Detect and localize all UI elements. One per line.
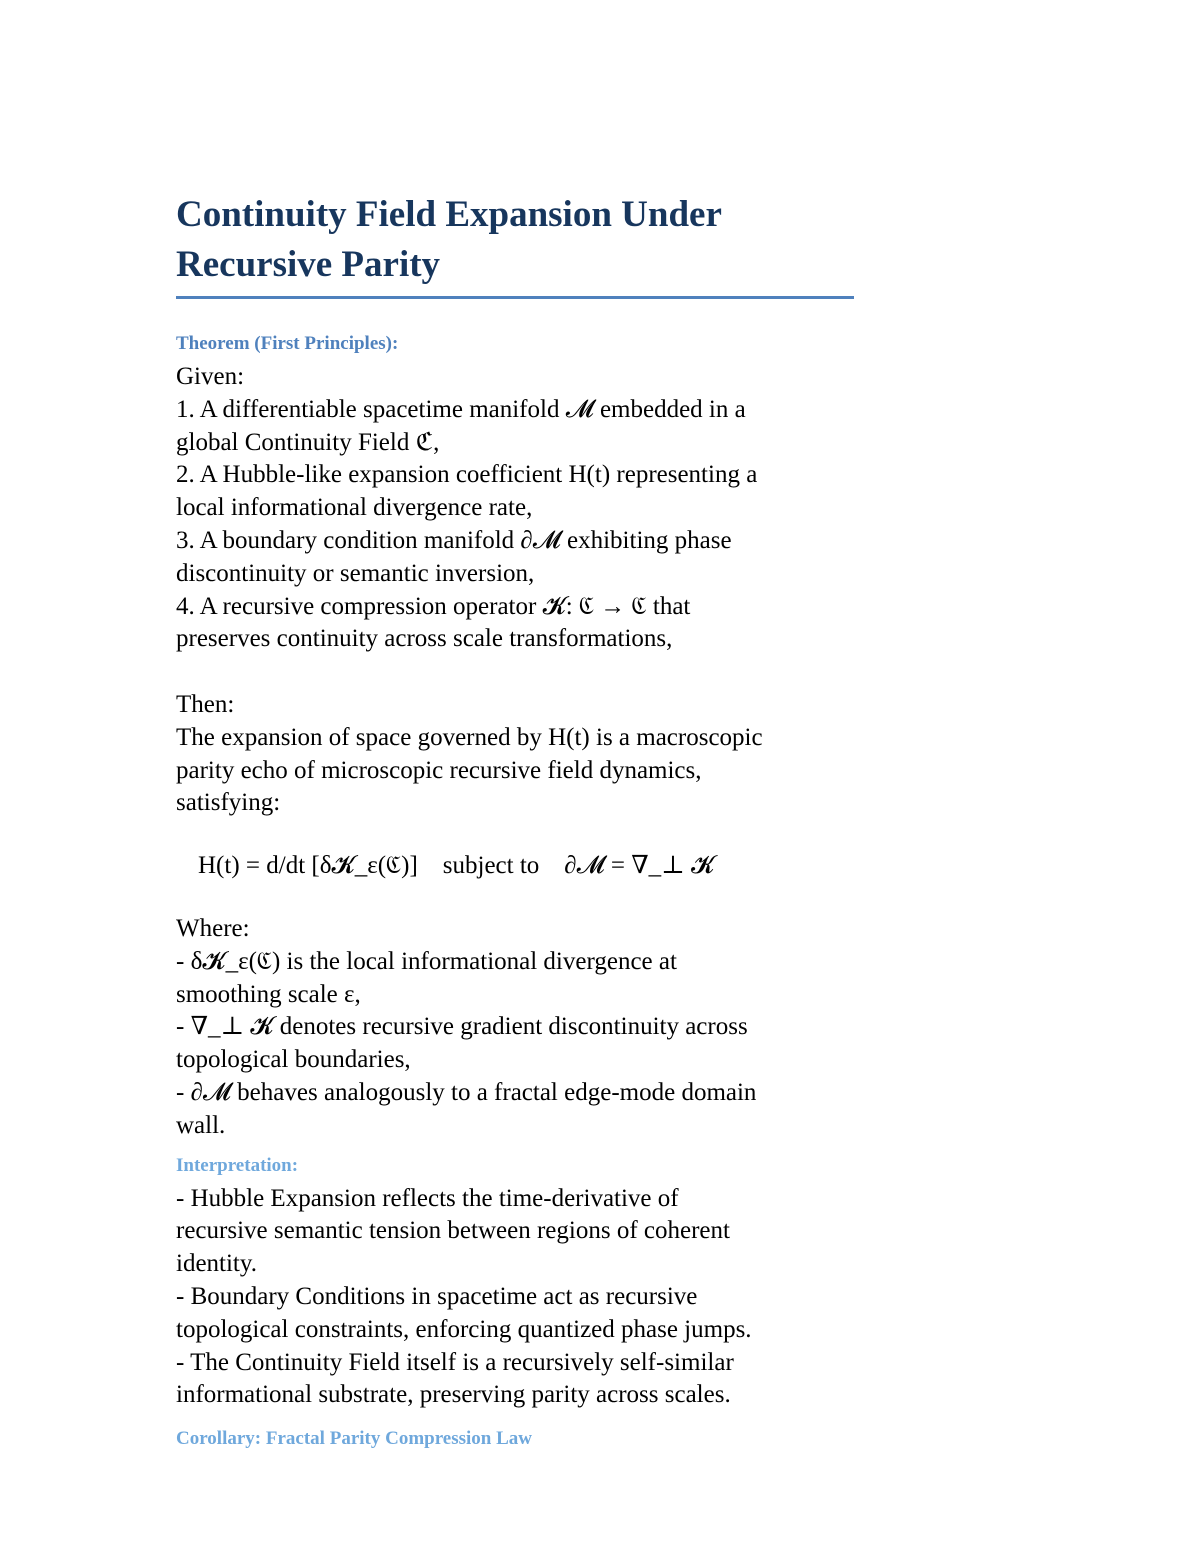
where-line: topological boundaries, bbox=[176, 1046, 411, 1074]
where-line: - ∇_⊥ 𝓚 denotes recursive gradient discontinuity across bbox=[176, 1013, 748, 1041]
spacer bbox=[176, 656, 856, 689]
theorem-heading: Theorem (First Principles): bbox=[176, 333, 399, 354]
where-line: - δ𝓚_ε(ℭ) is the local informational divergence at bbox=[176, 947, 677, 975]
then-line: The expansion of space governed by H(t) is a macroscopic bbox=[176, 723, 763, 751]
given-line: 3. A boundary condition manifold ∂𝓜 exhibiting phase bbox=[176, 526, 732, 554]
given-line: 2. A Hubble-like expansion coefficient H(t) representing a bbox=[176, 461, 758, 489]
given-line: 4. A recursive compression operator 𝓚: ℭ → ℭ that bbox=[176, 592, 691, 620]
corollary-heading: Corollary: Fractal Parity Compression Law bbox=[176, 1428, 533, 1450]
where-section bbox=[176, 913, 856, 1143]
then-section bbox=[176, 689, 856, 820]
title-underline-rule bbox=[176, 296, 854, 299]
interpretation-line: topological constraints, enforcing quantized phase jumps. bbox=[176, 1315, 752, 1343]
document-page bbox=[176, 190, 856, 1456]
interpretation-line: - The Continuity Field itself is a recursively self-similar bbox=[176, 1348, 734, 1376]
given-line: global Continuity Field ℭ, bbox=[176, 428, 440, 456]
title-line-2: Recursive Parity bbox=[176, 244, 441, 285]
given-section bbox=[176, 361, 856, 656]
interpretation-line: recursive semantic tension between regions of coherent bbox=[176, 1217, 730, 1245]
given-line: Given: bbox=[176, 363, 245, 390]
given-line: preserves continuity across scale transformations, bbox=[176, 625, 673, 653]
interpretation-section bbox=[176, 1183, 856, 1413]
interpretation-heading: Interpretation: bbox=[176, 1154, 299, 1176]
given-line: 1. A differentiable spacetime manifold 𝓜 embedded in a bbox=[176, 395, 746, 423]
spacer bbox=[176, 1143, 856, 1153]
interpretation-line: - Hubble Expansion reflects the time-derivative of bbox=[176, 1184, 679, 1212]
title-line-1: Continuity Field Expansion Under bbox=[176, 194, 722, 235]
interpretation-line: identity. bbox=[176, 1250, 258, 1278]
where-line: - ∂𝓜 behaves analogously to a fractal edge-mode domain bbox=[176, 1078, 757, 1106]
interpretation-line: informational substrate, preserving parity across scales. bbox=[176, 1381, 731, 1409]
given-line: local informational divergence rate, bbox=[176, 494, 533, 522]
spacer bbox=[176, 820, 856, 850]
main-equation: H(t) = d/dt [δ𝓚_ε(ℭ)] subject to ∂𝓜 = ∇_⊥ 𝓚 bbox=[198, 852, 715, 880]
spacer bbox=[176, 883, 856, 913]
where-line: Where: bbox=[176, 914, 250, 942]
spacer bbox=[176, 1412, 856, 1426]
where-line: wall. bbox=[176, 1111, 226, 1139]
then-line: satisfying: bbox=[176, 789, 281, 817]
where-line: smoothing scale ε, bbox=[176, 980, 361, 1008]
given-line: discontinuity or semantic inversion, bbox=[176, 559, 535, 587]
then-line: Then: bbox=[176, 690, 235, 718]
interpretation-line: - Boundary Conditions in spacetime act as recursive bbox=[176, 1282, 698, 1310]
then-line: parity echo of microscopic recursive field dynamics, bbox=[176, 756, 702, 784]
document-title bbox=[176, 190, 856, 296]
